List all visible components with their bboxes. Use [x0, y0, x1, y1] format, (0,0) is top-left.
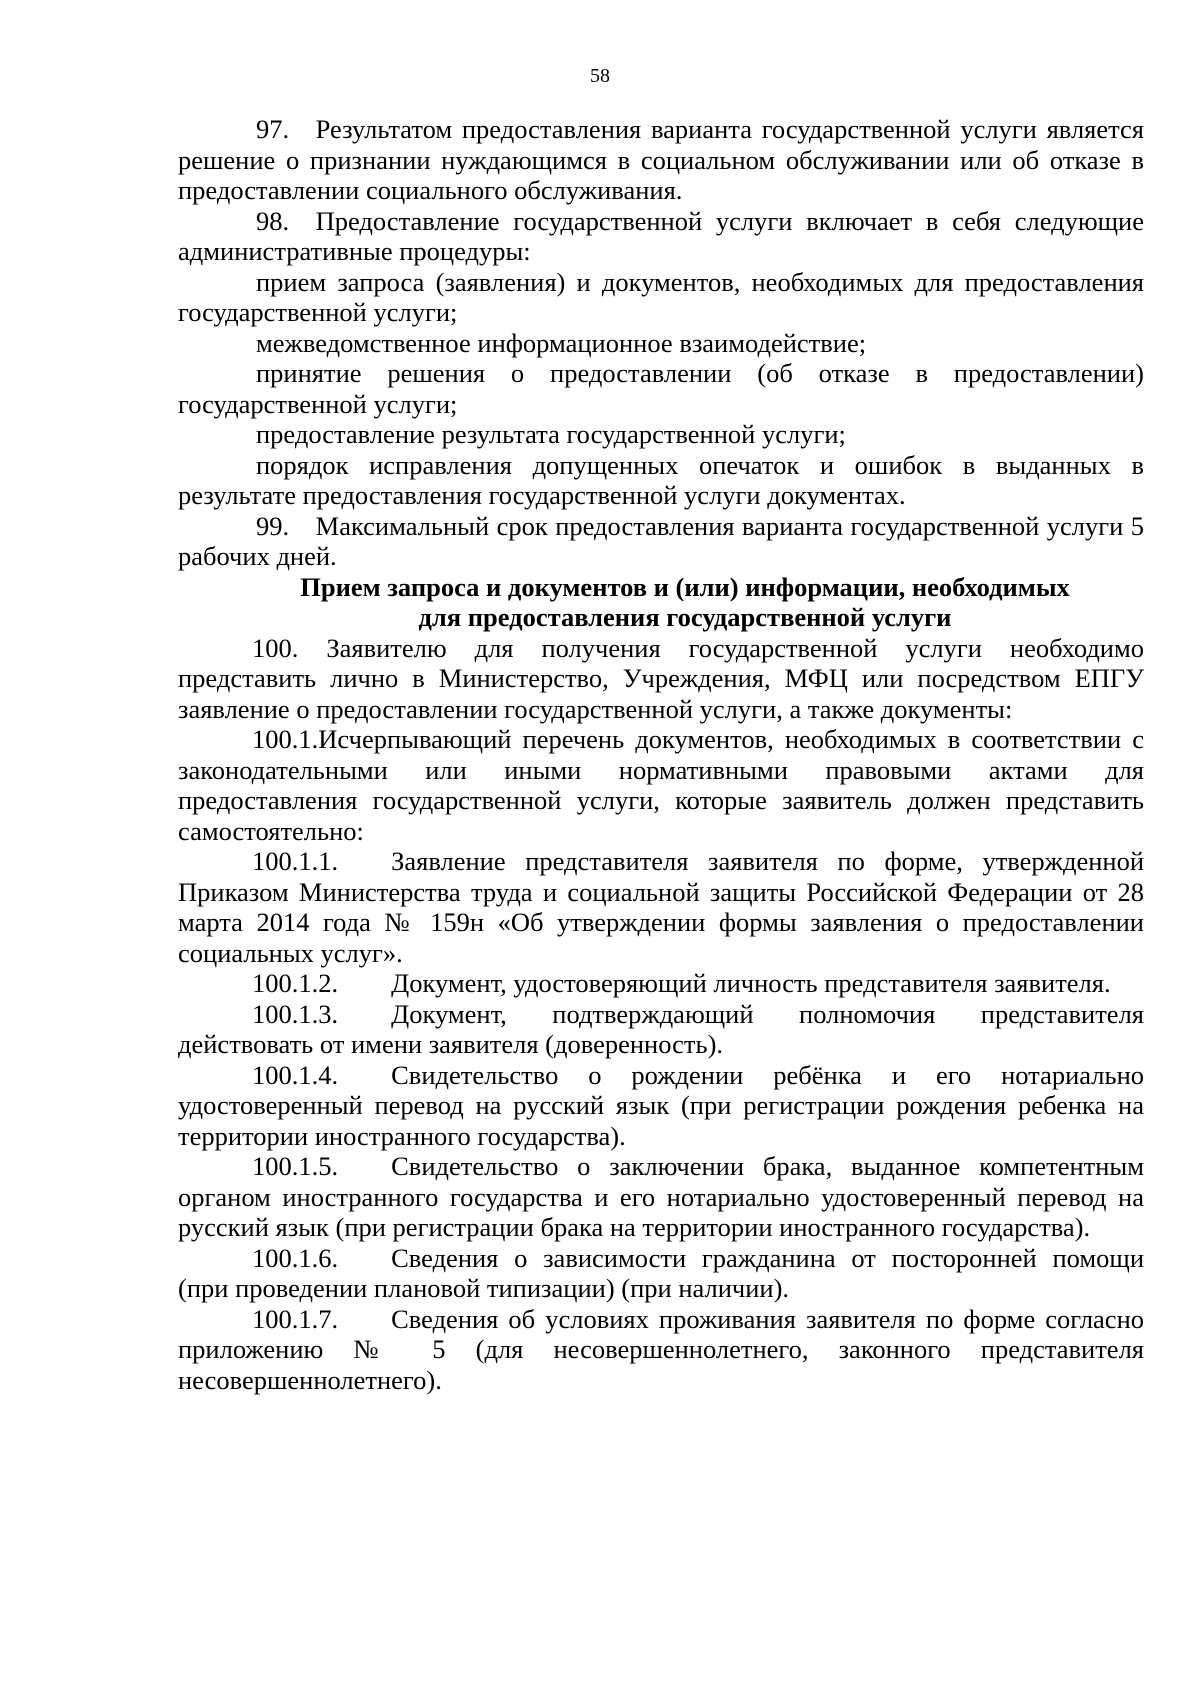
section-heading-line-2: для предоставления государственной услуги — [418, 602, 952, 632]
procedure-item-2: межведомственное информационное взаимодействие; — [256, 327, 867, 358]
paragraph-99: 99. Максимальный срок предоставления варианта государственной услуги 5 рабочих дней. — [178, 510, 1144, 571]
paragraph-100-1-1: 100.1.1. Заявление представителя заявителя по форме, утвержденной Приказом Министерства труда и социальной защиты Российской Федерации от 28 марта 2014 года № 159н «Об утверждении формы заявления о предоставлении социальных услуг». — [178, 846, 1144, 968]
paragraph-100-1-2: 100.1.2. Документ, удостоверяющий личность представителя заявителя. — [252, 968, 1111, 998]
paragraph-100-1-6: 100.1.6. Сведения о зависимости гражданина от посторонней помощи (при проведении плановой типизации) (при наличии). — [178, 1242, 1144, 1303]
paragraph-100-1: 100.1.Исчерпывающий перечень документов, необходимых в соответствии с законодательными или иными нормативными правовыми актами для предоставления государственной услуги, которые заявитель должен представить самостоятельно: — [178, 724, 1144, 846]
procedure-item-3: принятие решения о предоставлении (об отказе в предоставлении) государственной услуги; — [178, 358, 1144, 419]
procedure-item-4: предоставление результата государственной услуги; — [256, 419, 846, 449]
document-body — [178, 114, 1144, 1395]
section-heading — [178, 572, 1144, 633]
paragraph-100: 100. Заявителю для получения государственной услуги необходимо представить лично в Министерство, Учреждения, МФЦ или посредством ЕПГУ заявление о предоставлении государственной услуги, а также документы: — [178, 632, 1144, 724]
paragraph-97: 97. Результатом предоставления варианта государственной услуги является решение о признании нуждающимся в социальном обслуживании или об отказе в предоставлении социального обслуживания. — [178, 114, 1144, 205]
paragraph-100-1-3: 100.1.3. Документ, подтверждающий полномочия представителя действовать от имени заявителя (доверенность). — [178, 998, 1144, 1059]
paragraph-100-1-5: 100.1.5. Свидетельство о заключении брака, выданное компетентным органом иностранного государства и его нотариально удостоверенный перевод на русский язык (при регистрации брака на территории иностранного государства). — [178, 1151, 1144, 1242]
paragraph-100-1-7: 100.1.7. Сведения об условиях проживания заявителя по форме согласно приложению № 5 (для несовершеннолетнего, законного представителя несовершеннолетнего). — [178, 1303, 1144, 1395]
section-heading-line-1: Прием запроса и документов и (или) информации, необходимых — [300, 571, 1070, 602]
paragraph-98: 98. Предоставление государственной услуги включает в себя следующие административные процедуры: — [178, 205, 1144, 266]
procedure-item-1: прием запроса (заявления) и документов, необходимых для предоставления государственной услуги; — [178, 266, 1144, 327]
page-number: 58 — [590, 65, 610, 87]
procedure-item-5: порядок исправления допущенных опечаток и ошибок в выданных в результате предоставления государственной услуги документах. — [178, 449, 1144, 510]
paragraph-100-1-4: 100.1.4. Свидетельство о рождении ребёнка и его нотариально удостоверенный перевод на русский язык (при регистрации рождения ребенка на территории иностранного государства). — [178, 1059, 1144, 1151]
